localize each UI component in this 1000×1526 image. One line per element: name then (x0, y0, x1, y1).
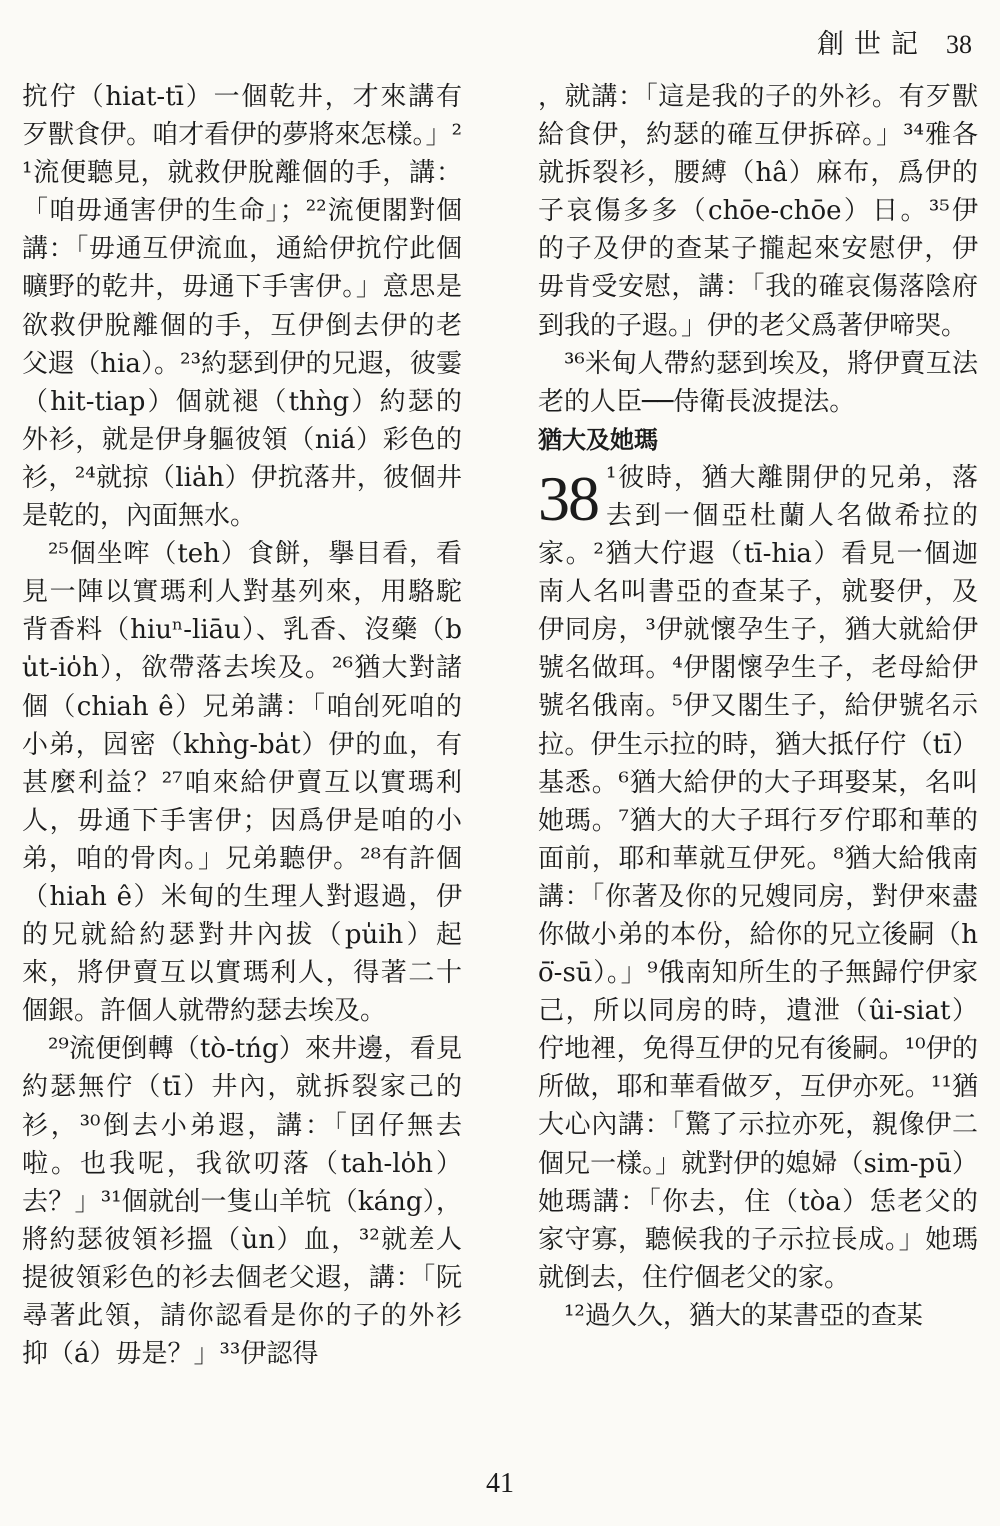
scripture-paragraph: ²⁵個坐哰（teh）食餅，擧目看，看見一陣以實瑪利人對基列來，用駱駝背香料（hiuⁿ-liāu）、乳香、沒藥（bu̍t-io̍h），欲帶落去埃及。²⁶猶大對諸個（chiah ê）兄弟講：「咱刣死咱的小弟，囥密（khǹg-ba̍t）伊的血，有甚麼利益？²⁷咱來給伊賣互以實瑪利人，毋通下手害伊；因爲伊是咱的小弟，咱的骨肉。」兄弟聽伊。²⁸有許個（hiah ê）米甸的生理人對遐過，伊的兄就給約瑟對井內拔（pu̍ih）起來，將伊賣互以實瑪利人，得著二十個銀。許個人就帶約瑟去埃及。 (22, 539, 462, 1027)
chapter-block (538, 459, 978, 1297)
scripture-paragraph: ³⁶米甸人帶約瑟到埃及，將伊賣互法老的人臣──侍衛長波提法。 (538, 348, 978, 417)
scripture-paragraph: ²⁹流便倒轉（tò-tńg）來井邊，看見約瑟無佇（tī）井內，就拆裂家己的衫，³⁰倒去小弟遐，講：「囝仔無去啦。也我呢，我欲叨落（tah-lo̍h）去？」³¹個就刣一隻山羊牨（káng），將約瑟彼領衫搵（ùn）血，³²就差人提彼領彩色的衫去個老父遐，講：「阮尋著此領，請你認看是你的子的外衫抑（á）毋是？」³³伊認得 (22, 1034, 462, 1370)
page-number: 41 (486, 1468, 514, 1499)
section-heading: 猶大及她瑪 (538, 425, 658, 454)
scripture-paragraph: ，就講：「這是我的子的外衫。有歹獸給食伊，約瑟的確互伊拆碎。」³⁴雅各就拆裂衫，腰縛（hâ）麻布，爲伊的子哀傷多多（chōe-chōe）日。³⁵伊的子及伊的查某子攏起來安慰伊，伊毋肯受安慰，講：「我的確哀傷落陰府到我的子遐。」伊的老父爲著伊啼哭。 (538, 82, 978, 341)
book-title: 創世記 (817, 29, 928, 60)
scripture-paragraph: 抭佇（hiat-tī）一個乾井，才來講有歹獸食伊。咱才看伊的夢將來怎樣。」²¹流便聽見，就救伊脫離個的手，講：「咱毋通害伊的生命」；²²流便閣對個講：「毋通互伊流血，通給伊抭佇此個曠野的乾井，毋通下手害伊。」意思是欲救伊脫離個的手，互伊倒去伊的老父遐（hia）。²³約瑟到伊的兄遐，彼霎（hit-tiap）個就褪（thǹg）約瑟的外衫，就是伊身軀彼領（niá）彩色的衫，²⁴就掠（lia̍h）伊抭落井，彼個井是乾的，內面無水。 (22, 82, 462, 532)
running-header (817, 22, 972, 61)
scripture-paragraph: ¹彼時，猶大離開伊的兄弟，落去到一個亞杜蘭人名做希拉的家。²猶大佇遐（tī-hia）看見一個迦南人名叫書亞的查某子，就娶伊，及伊同房，³伊就懷孕生子，猶大就給伊號名做珥。⁴伊閣懷孕生子，老母給伊號名俄南。⁵伊又閣生子，給伊號名示拉。伊生示拉的時，猶大抵仔佇（tī）基悉。⁶猶大給伊的大子珥娶某，名叫她瑪。⁷猶大的大子珥行歹佇耶和華的面前，耶和華就互伊死。⁸猶大給俄南講：「你著及你的兄嫂同房，對伊來盡你做小弟的本份，給你的兄立後嗣（hō͘-sū）。」⁹俄南知所生的子無歸佇伊家己，所以同房的時，遺泄（ûi-siat）佇地裡，免得互伊的兄有後嗣。¹⁰伊的所做，耶和華看做歹，互伊亦死。¹¹猶大心內講：「驚了示拉亦死，親像伊二個兄一樣。」就對伊的媳婦（sim-pū）她瑪講：「你去，住（tòa）恁老父的家守寡，聽候我的子示拉長成。」她瑪就倒去，住佇個老父的家。 (538, 462, 978, 1293)
scripture-paragraph: ¹²過久久，猶大的某書亞的查某 (564, 1300, 923, 1331)
right-column (538, 78, 978, 1335)
chapter-number: 38 (538, 462, 598, 534)
header-chapter-number: 38 (946, 30, 972, 59)
left-column (22, 78, 462, 1373)
